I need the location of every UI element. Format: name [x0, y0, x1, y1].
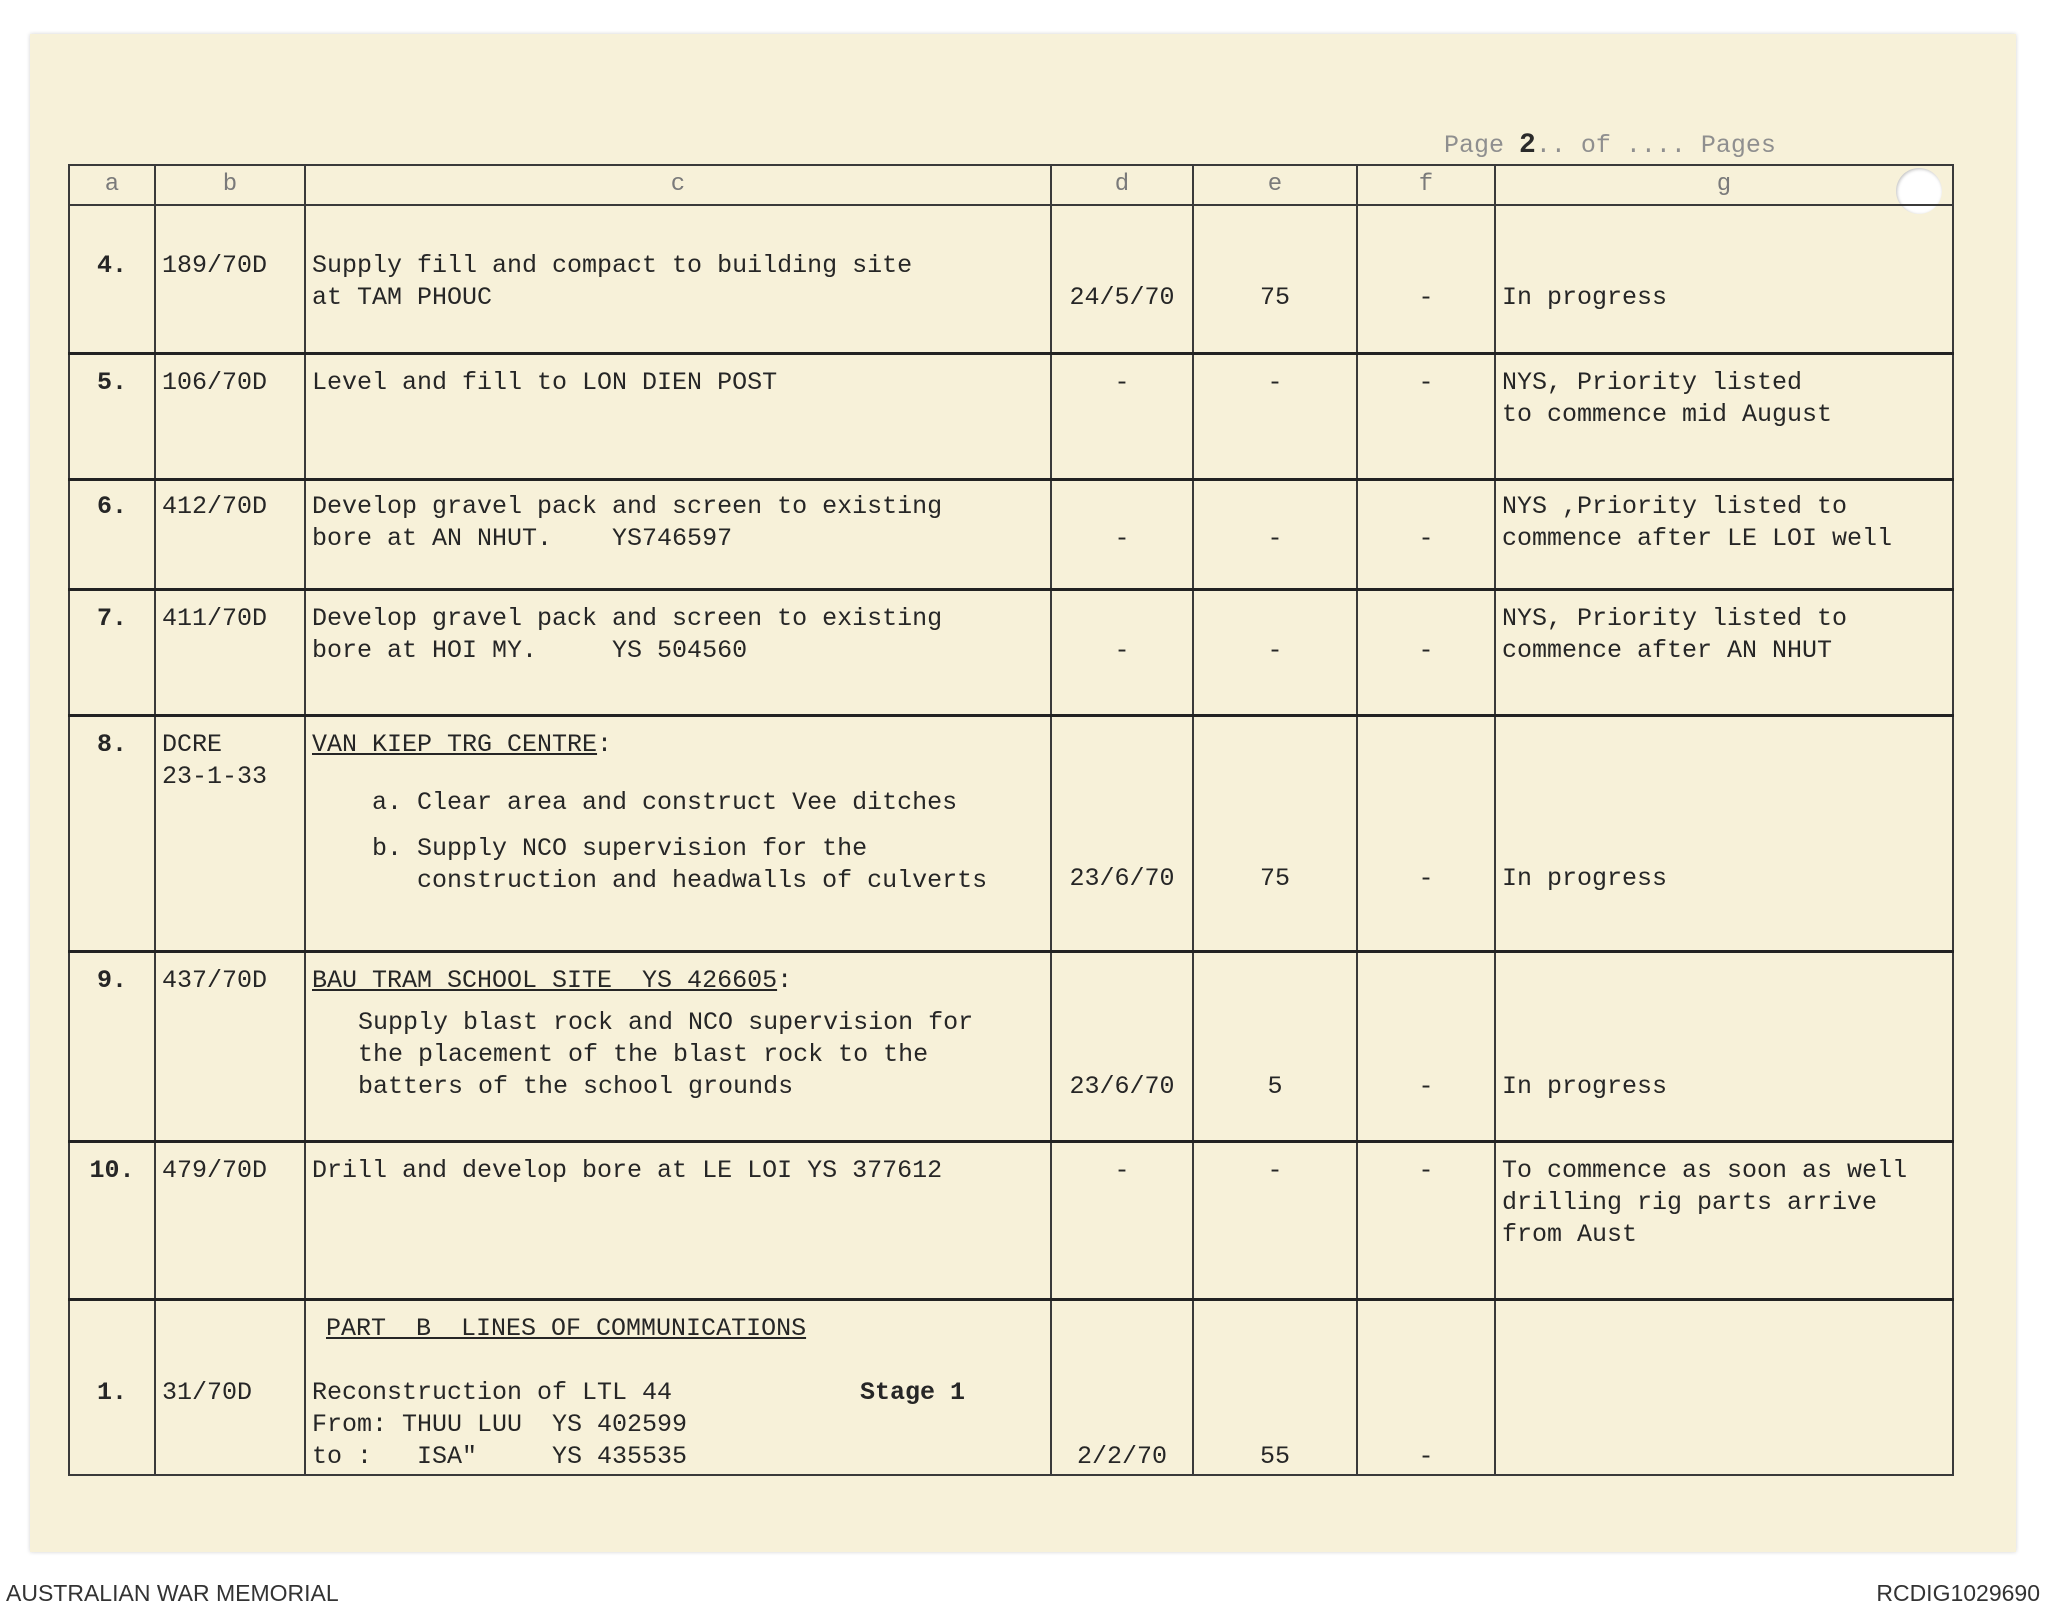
header-b: b [155, 165, 305, 205]
row-number [69, 479, 155, 589]
date-cell [1051, 1299, 1193, 1475]
date-text: - [1114, 367, 1130, 397]
job-reference-text: 479/70D [162, 1155, 268, 1185]
f-text: - [1418, 1071, 1434, 1101]
page-label: Page [1444, 131, 1505, 160]
section-title-text: BAU TRAM SCHOOL SITE YS 426605 [312, 965, 778, 995]
f-cell [1357, 1299, 1495, 1475]
section-title [312, 965, 1044, 997]
remarks-line: from Aust [1502, 1219, 1638, 1249]
job-reference [155, 353, 305, 479]
description-line: at TAM PHOUC [312, 283, 493, 312]
remarks-line: To commence as soon as well [1502, 1155, 1908, 1185]
sub-item: construction and headwalls of culverts [372, 865, 988, 895]
table-row [69, 589, 1953, 715]
date-text: 24/5/70 [1069, 283, 1175, 312]
remarks-line: NYS, Priority listed [1502, 367, 1803, 397]
description-line: bore at HOI MY. YS 504560 [312, 635, 748, 665]
description-line-text: Reconstruction of LTL 44 [312, 1377, 673, 1407]
job-reference-text: 437/70D [162, 965, 268, 995]
table-row [69, 1299, 1953, 1475]
row-number [69, 715, 155, 951]
description-line: Supply blast rock and NCO supervision for [358, 1007, 974, 1037]
remarks-cell [1495, 479, 1953, 589]
table-row [69, 951, 1953, 1141]
remarks-line: NYS, Priority listed to [1502, 603, 1848, 633]
row-number [69, 1141, 155, 1299]
header-g: g [1495, 165, 1953, 205]
date-cell [1051, 353, 1193, 479]
date-text: 23/6/70 [1069, 863, 1175, 893]
task-description [305, 589, 1051, 715]
section-title-suffix: : [777, 965, 793, 995]
header-e: e [1193, 165, 1357, 205]
job-reference-text: 23-1-33 [162, 761, 268, 791]
remarks-line: In progress [1502, 283, 1668, 312]
description-line: From: THUU LUU YS 402599 [312, 1409, 688, 1439]
table-row [69, 479, 1953, 589]
job-reference [155, 589, 305, 715]
row-number-text: 5. [96, 367, 127, 397]
row-number [69, 205, 155, 353]
f-text: - [1418, 1155, 1434, 1185]
archive-credit: AUSTRALIAN WAR MEMORIAL [6, 1580, 339, 1606]
row-number [69, 353, 155, 479]
remarks-line: commence after AN NHUT [1502, 635, 1833, 665]
percent-text: 75 [1259, 863, 1290, 893]
f-cell [1357, 353, 1495, 479]
row-number-text: 10. [89, 1155, 135, 1185]
job-reference-text: 412/70D [162, 491, 268, 521]
percent-text: 55 [1259, 1441, 1290, 1471]
remarks-cell [1495, 205, 1953, 353]
f-cell [1357, 205, 1495, 353]
table-row [69, 205, 1953, 353]
percent-cell [1193, 951, 1357, 1141]
f-text: - [1418, 523, 1434, 553]
job-reference [155, 1299, 305, 1475]
job-reference [155, 715, 305, 951]
job-reference-text: DCRE [162, 729, 223, 759]
job-reference [155, 479, 305, 589]
description-line: Drill and develop bore at LE LOI YS 377612 [312, 1155, 943, 1185]
date-cell [1051, 1141, 1193, 1299]
table-row [69, 715, 1953, 951]
f-text: - [1418, 863, 1434, 893]
description-line: to : ISA" YS 435535 [312, 1441, 688, 1471]
description-line: Level and fill to LON DIEN POST [312, 367, 778, 397]
date-cell [1051, 479, 1193, 589]
part-title: PART B LINES OF COMMUNICATIONS [326, 1313, 807, 1343]
description-line: the placement of the blast rock to the [358, 1039, 929, 1069]
stage-label: Stage 1 [860, 1377, 966, 1407]
f-cell [1357, 1141, 1495, 1299]
percent-text: - [1267, 523, 1283, 553]
section-title-suffix: : [597, 729, 613, 759]
date-cell [1051, 715, 1193, 951]
percent-cell [1193, 1141, 1357, 1299]
percent-text: 75 [1259, 283, 1290, 312]
remarks-line: drilling rig parts arrive [1502, 1187, 1878, 1217]
f-text: - [1418, 283, 1434, 312]
f-cell [1357, 479, 1495, 589]
date-cell [1051, 589, 1193, 715]
remarks-cell [1495, 1299, 1953, 1475]
date-text: - [1114, 1155, 1130, 1185]
f-text: - [1418, 635, 1434, 665]
description-line: Develop gravel pack and screen to existing [312, 603, 943, 633]
job-reference [155, 205, 305, 353]
row-number-text: 6. [96, 491, 127, 521]
header-a: a [69, 165, 155, 205]
percent-cell [1193, 715, 1357, 951]
job-reference-text: 106/70D [162, 367, 268, 397]
date-cell [1051, 951, 1193, 1141]
task-description [305, 1141, 1051, 1299]
remarks-cell [1495, 951, 1953, 1141]
task-description [305, 1299, 1051, 1475]
pages-label: Pages [1700, 131, 1776, 160]
percent-cell [1193, 205, 1357, 353]
task-description [305, 205, 1051, 353]
remarks-line: In progress [1502, 863, 1668, 893]
sub-item: b. Supply NCO supervision for the [372, 833, 868, 863]
description-line: batters of the school grounds [358, 1071, 794, 1101]
date-text: 2/2/70 [1076, 1441, 1167, 1471]
task-description [305, 951, 1051, 1141]
job-reference-text: 189/70D [162, 251, 268, 280]
f-cell [1357, 715, 1495, 951]
remarks-cell [1495, 1141, 1953, 1299]
remarks-line: to commence mid August [1502, 399, 1833, 429]
percent-text: 5 [1267, 1071, 1283, 1101]
percent-cell [1193, 479, 1357, 589]
header-d: d [1051, 165, 1193, 205]
description-line: Develop gravel pack and screen to existing [312, 491, 943, 521]
task-description [305, 479, 1051, 589]
f-text: - [1418, 1441, 1434, 1471]
row-number [69, 589, 155, 715]
remarks-line: In progress [1502, 1071, 1668, 1101]
job-reference-text: 411/70D [162, 603, 268, 633]
percent-text: - [1267, 1155, 1283, 1185]
table-row [69, 1141, 1953, 1299]
f-cell [1357, 951, 1495, 1141]
remarks-line: NYS ,Priority listed to [1502, 491, 1848, 521]
page-number: 2 [1519, 130, 1536, 161]
description-line: Supply fill and compact to building site [312, 251, 913, 280]
job-reference-text: 31/70D [162, 1377, 253, 1407]
of-label: .. of .... [1535, 131, 1686, 160]
job-reference [155, 951, 305, 1141]
row-number [69, 1299, 155, 1475]
row-number-text: 4. [96, 251, 127, 280]
row-number-text: 8. [96, 729, 127, 759]
remarks-cell [1495, 715, 1953, 951]
task-description [305, 353, 1051, 479]
date-cell [1051, 205, 1193, 353]
header-f: f [1357, 165, 1495, 205]
section-title [312, 729, 1044, 761]
date-text: 23/6/70 [1069, 1071, 1175, 1101]
f-text: - [1418, 367, 1434, 397]
job-reference [155, 1141, 305, 1299]
percent-cell [1193, 1299, 1357, 1475]
works-table [68, 164, 1954, 1476]
remarks-cell [1495, 589, 1953, 715]
header-c: c [305, 165, 1051, 205]
date-text: - [1114, 523, 1130, 553]
page-counter [1444, 130, 1776, 161]
description-line: bore at AN NHUT. YS746597 [312, 523, 733, 553]
row-number-text: 1. [96, 1377, 127, 1407]
task-description [305, 715, 1051, 951]
section-title-text: VAN KIEP TRG CENTRE [312, 729, 598, 759]
archive-id: RCDIG1029690 [1876, 1580, 2040, 1606]
percent-cell [1193, 589, 1357, 715]
table-row [69, 353, 1953, 479]
percent-text: - [1267, 367, 1283, 397]
description-line [312, 1377, 1044, 1409]
percent-cell [1193, 353, 1357, 479]
header-row [69, 165, 1953, 205]
f-cell [1357, 589, 1495, 715]
remarks-cell [1495, 353, 1953, 479]
remarks-line: commence after LE LOI well [1502, 523, 1893, 553]
date-text: - [1114, 635, 1130, 665]
row-number [69, 951, 155, 1141]
row-number-text: 7. [96, 603, 127, 633]
sub-item: a. Clear area and construct Vee ditches [372, 787, 958, 817]
percent-text: - [1267, 635, 1283, 665]
row-number-text: 9. [96, 965, 127, 995]
